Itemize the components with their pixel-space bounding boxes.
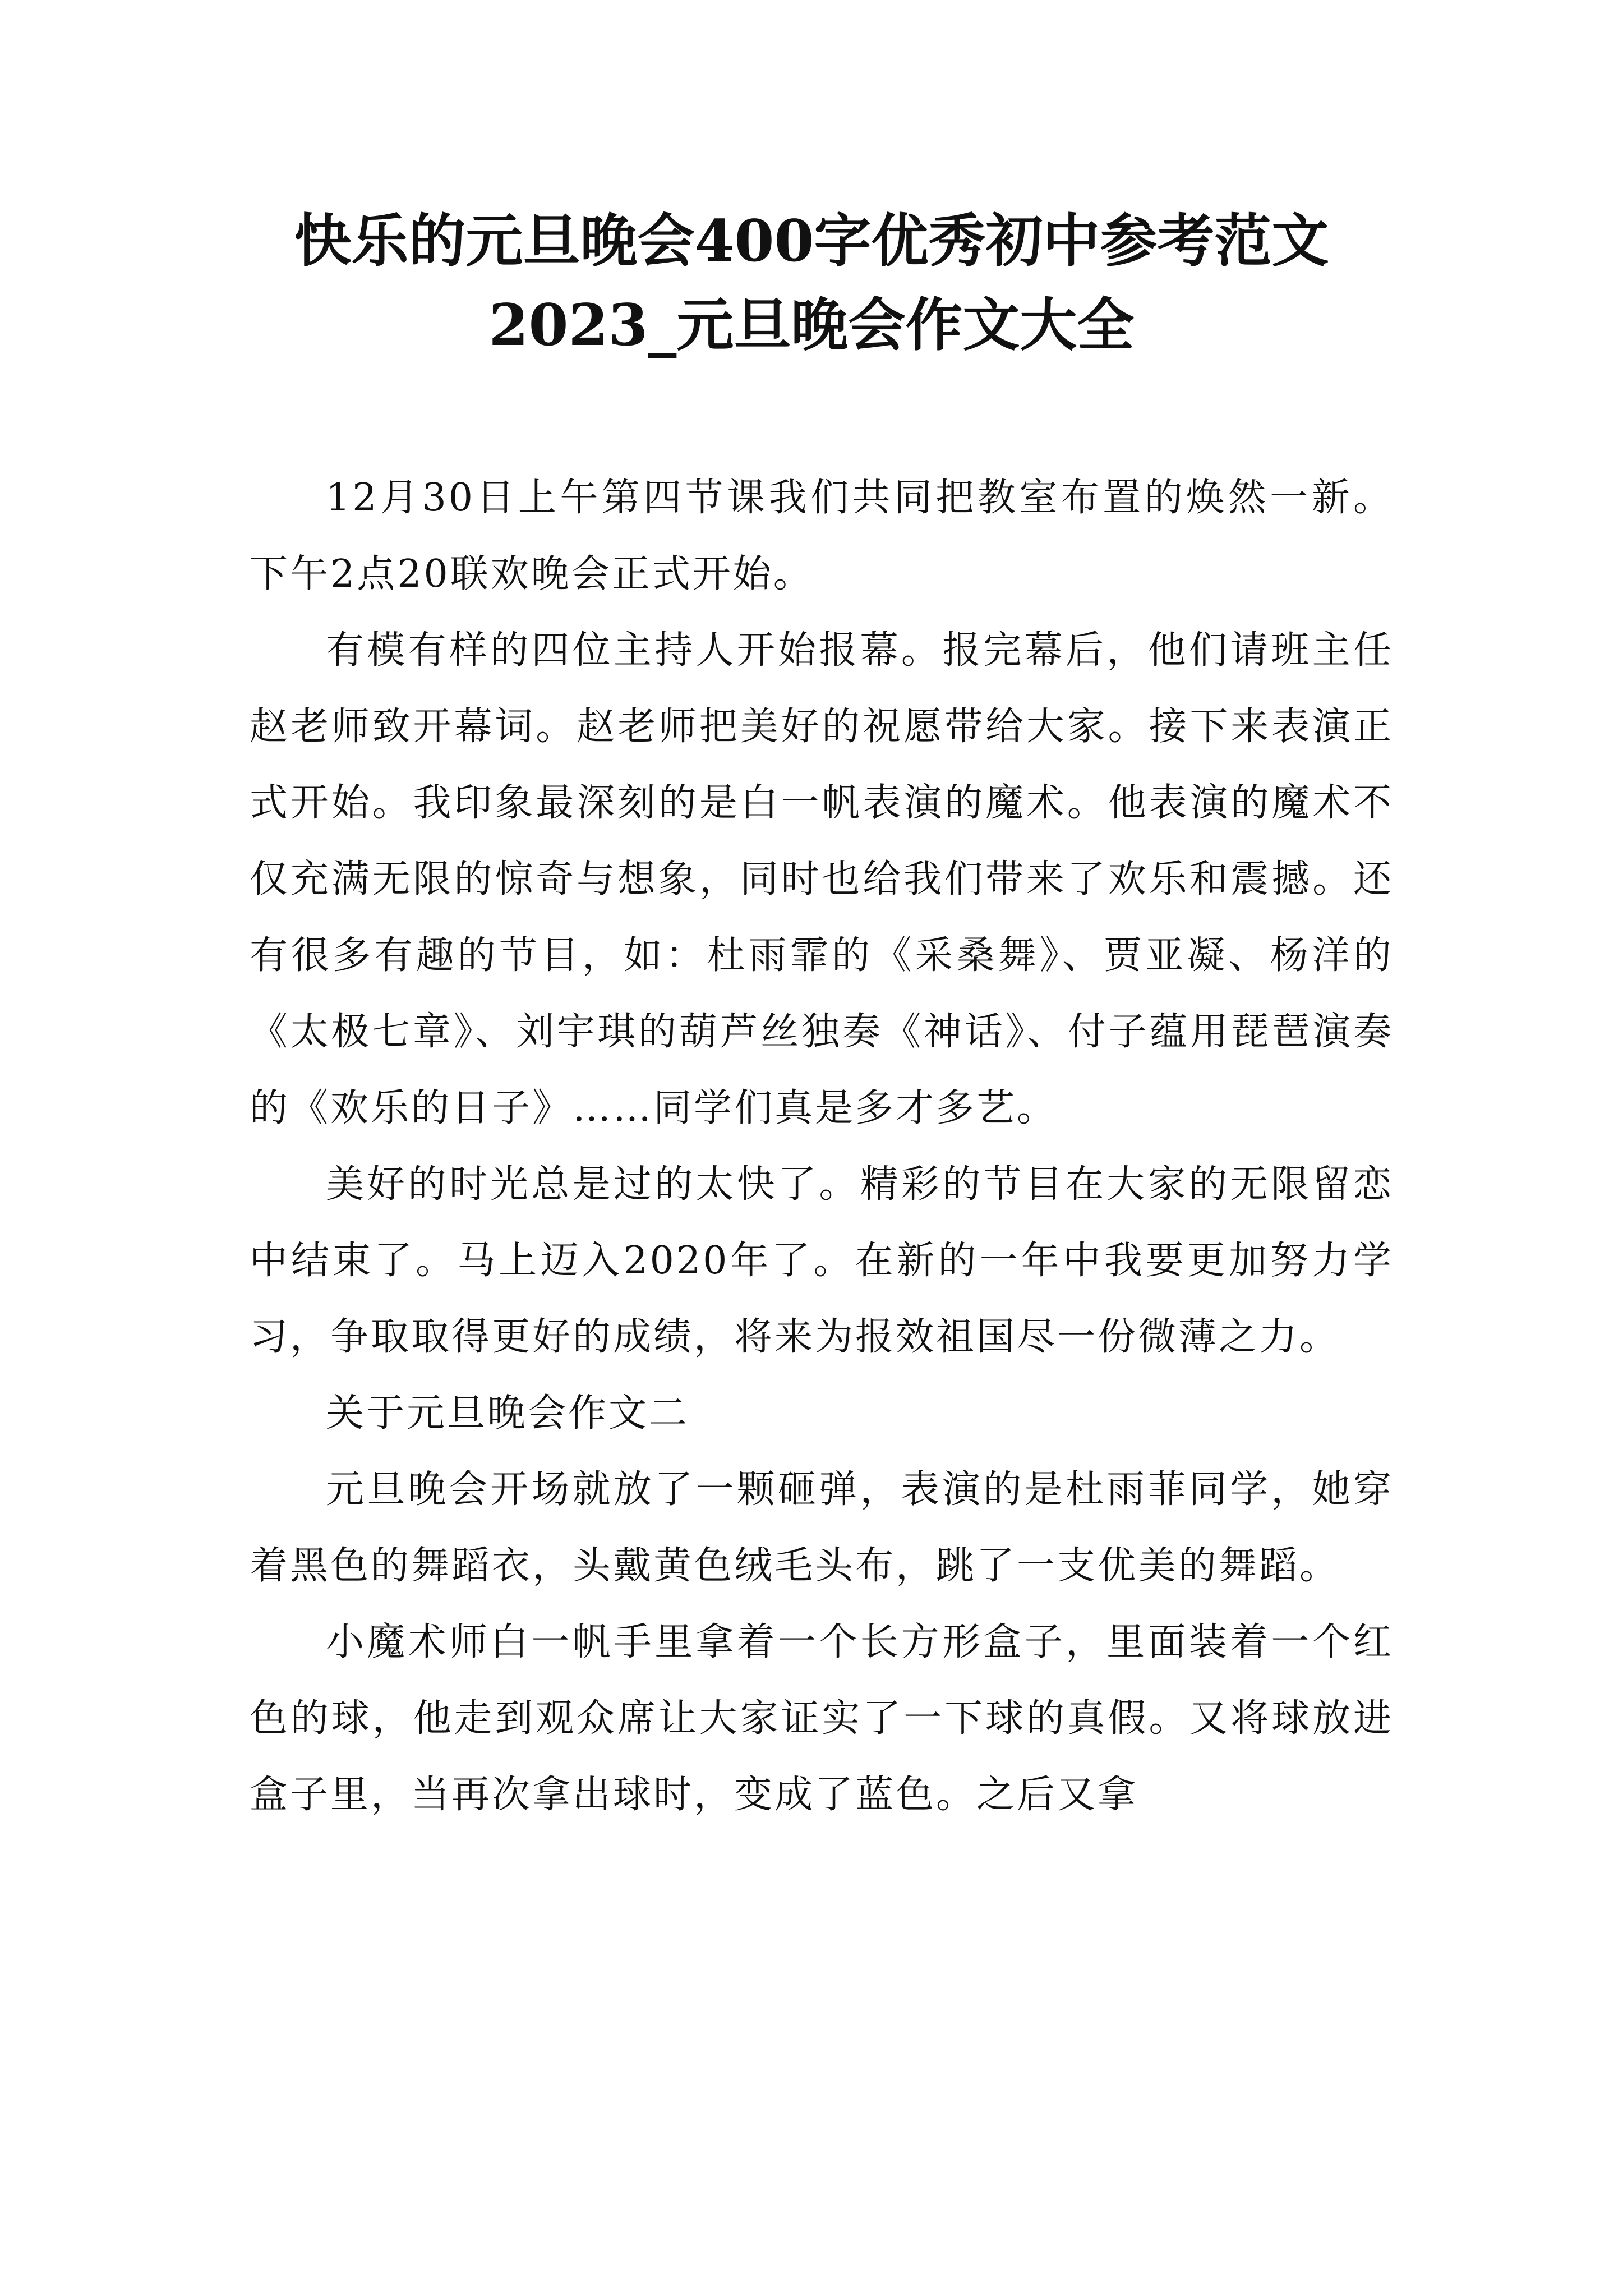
section-heading: 关于元旦晚会作文二 (326, 1391, 690, 1435)
paragraph-2: 有模有样的四位主持人开始报幕。报完幕后，他们请班主任赵老师致开幕词。赵老师把美好的祝愿带给大家。接下来表演正式开始。我印象最深刻的是白一帆表演的魔术。他表演的魔术不仅充满无限的惊奇与想象，同时也给我们带来了欢乐和震撼。还有很多有趣的节目，如：杜雨霏的《采桑舞》、贾亚凝、杨洋的《太极七章》、刘宇琪的葫芦丝独奏《神话》、付子蕴用琵琶演奏的《欢乐的日子》……同学们真是多才多艺。 (250, 628, 1394, 1130)
paragraph-3: 美好的时光总是过的太快了。精彩的节目在大家的无限留恋中结束了。马上迈入2020年了。在新的一年中我要更加努力学习，争取取得更好的成绩，将来为报效祖国尽一份微薄之力。 (250, 1162, 1394, 1359)
title-line-1: 快乐的元旦晚会400字优秀初中参考范文 (294, 208, 1329, 275)
title-line-2: 2023_元旦晚会作文大全 (488, 292, 1135, 359)
paragraph-4: 元旦晚会开场就放了一颗砸弹，表演的是杜雨菲同学，她穿着黑色的舞蹈衣，头戴黄色绒毛头布，跳了一支优美的舞蹈。 (250, 1467, 1394, 1588)
paragraph-1: 12月30日上午第四节课我们共同把教室布置的焕然一新。下午2点20联欢晚会正式开始。 (250, 476, 1394, 596)
document-body (250, 460, 1394, 1833)
document-title (168, 199, 1455, 367)
paragraph-5: 小魔术师白一帆手里拿着一个长方形盒子，里面装着一个红色的球，他走到观众席让大家证实了一下球的真假。又将球放进盒子里，当再次拿出球时，变成了蓝色。之后又拿 (250, 1620, 1394, 1817)
